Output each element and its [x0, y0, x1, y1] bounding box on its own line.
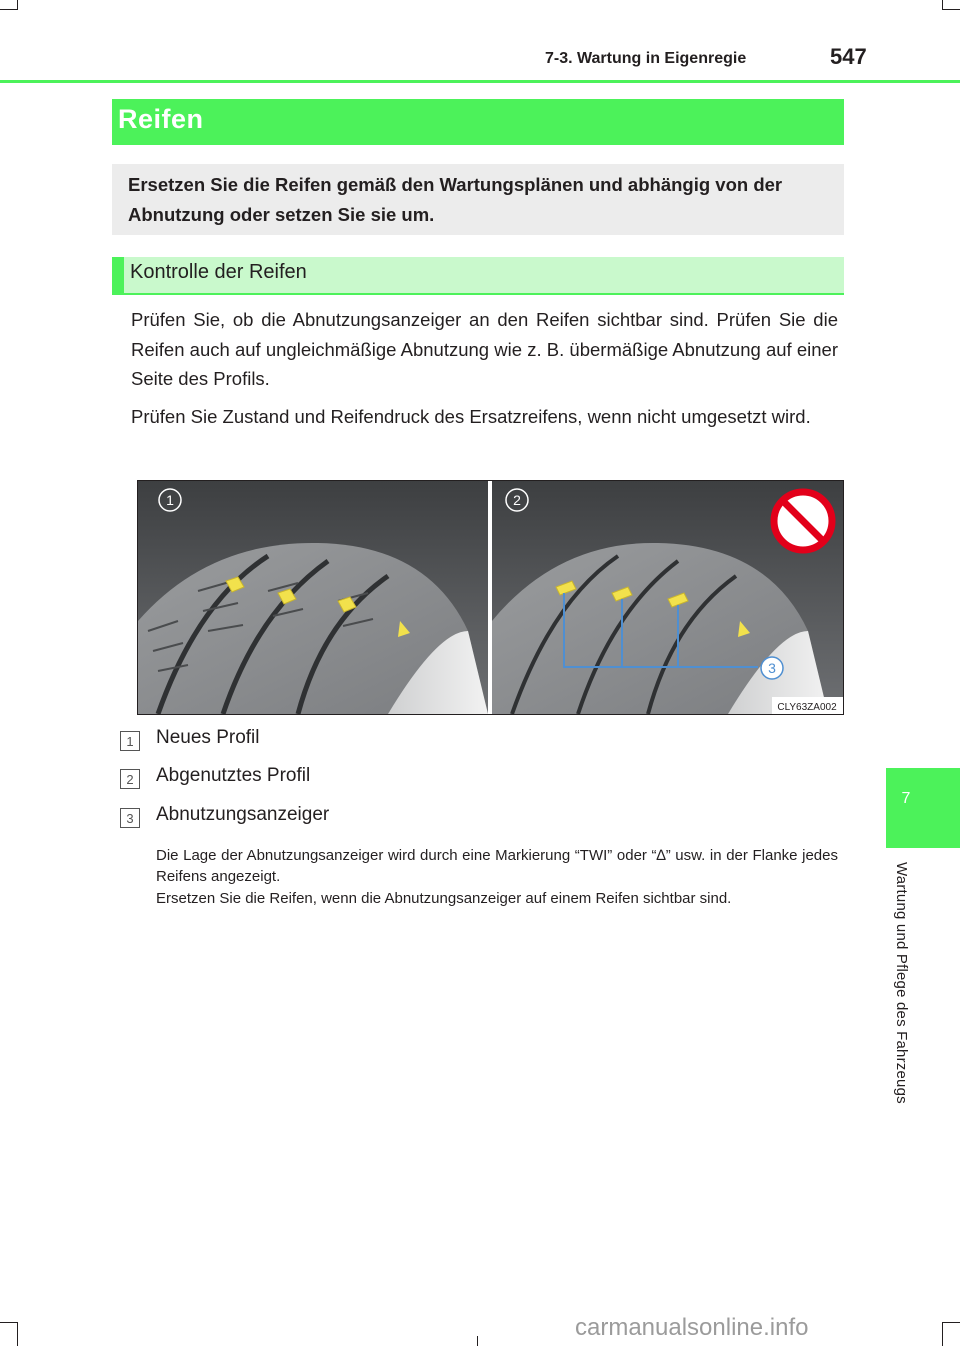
note-2: Ersetzen Sie die Reifen, wenn die Abnutzungsanzeiger auf einem Reifen sichtbar sind.: [156, 890, 732, 907]
legend-label: Abgenutztes Profil: [156, 765, 311, 786]
legend-number: 1: [120, 731, 140, 751]
crop-mark: [0, 9, 18, 10]
intro-line-2: Abnutzung oder setzen Sie sie um.: [128, 204, 435, 225]
header-section: 7-3. Wartung in Eigenregie: [545, 50, 747, 67]
worn-tread-panel: [492, 481, 843, 714]
subsection-accent: [112, 257, 124, 295]
figure-code: CLY63ZA002: [777, 702, 837, 713]
crop-mark: [942, 9, 960, 10]
svg-text:1: 1: [166, 492, 174, 508]
page-title: Reifen: [118, 104, 204, 134]
legend-label: Abnutzungsanzeiger: [156, 804, 330, 825]
page-number: 547: [830, 44, 867, 69]
title-bar: [112, 99, 844, 145]
svg-text:2: 2: [513, 492, 521, 508]
legend-label: Neues Profil: [156, 727, 260, 748]
svg-text:3: 3: [768, 660, 776, 676]
crop-mark: [477, 1336, 478, 1346]
tire-illustration: [137, 480, 844, 715]
crop-mark: [17, 1322, 18, 1346]
intro-line-1: Ersetzen Sie die Reifen gemäß den Wartungsplänen und abhängig von der: [128, 174, 783, 195]
new-tread-panel: [138, 481, 488, 714]
subsection-title: Kontrolle der Reifen: [130, 261, 307, 283]
paragraph-1: Prüfen Sie, ob die Abnutzungsanzeiger an den Reifen sichtbar sind. Prüfen Sie die Reifen auch auf ungleichmäßige Abnutzung wie z. B. übermäßige Abnutzung auf einer Seite des Profils.: [131, 309, 838, 389]
crop-mark: [942, 0, 943, 10]
tire-svg: [138, 481, 843, 714]
chapter-number: 7: [901, 790, 911, 807]
legend-number: 3: [120, 808, 140, 828]
prohibited-icon: [774, 492, 832, 550]
legend-number: 2: [120, 769, 140, 789]
paragraph-2: Prüfen Sie Zustand und Reifendruck des Ersatzreifens, wenn nicht umgesetzt wird.: [131, 406, 811, 427]
crop-mark: [942, 1322, 943, 1346]
chapter-label: Wartung und Pflege des Fahrzeugs: [893, 862, 910, 1104]
chapter-tab: [886, 768, 960, 848]
watermark: carmanualsonline.info: [575, 1314, 809, 1341]
crop-mark: [17, 0, 18, 10]
crop-mark: [942, 1322, 960, 1323]
header-rule: [0, 80, 960, 83]
crop-mark: [0, 1322, 18, 1323]
intro-box: [112, 164, 844, 235]
note-1: Die Lage der Abnutzungsanzeiger wird durch eine Markierung “TWI” oder “∆” usw. in der Flanke jedes Reifens angezeigt.: [156, 847, 838, 885]
